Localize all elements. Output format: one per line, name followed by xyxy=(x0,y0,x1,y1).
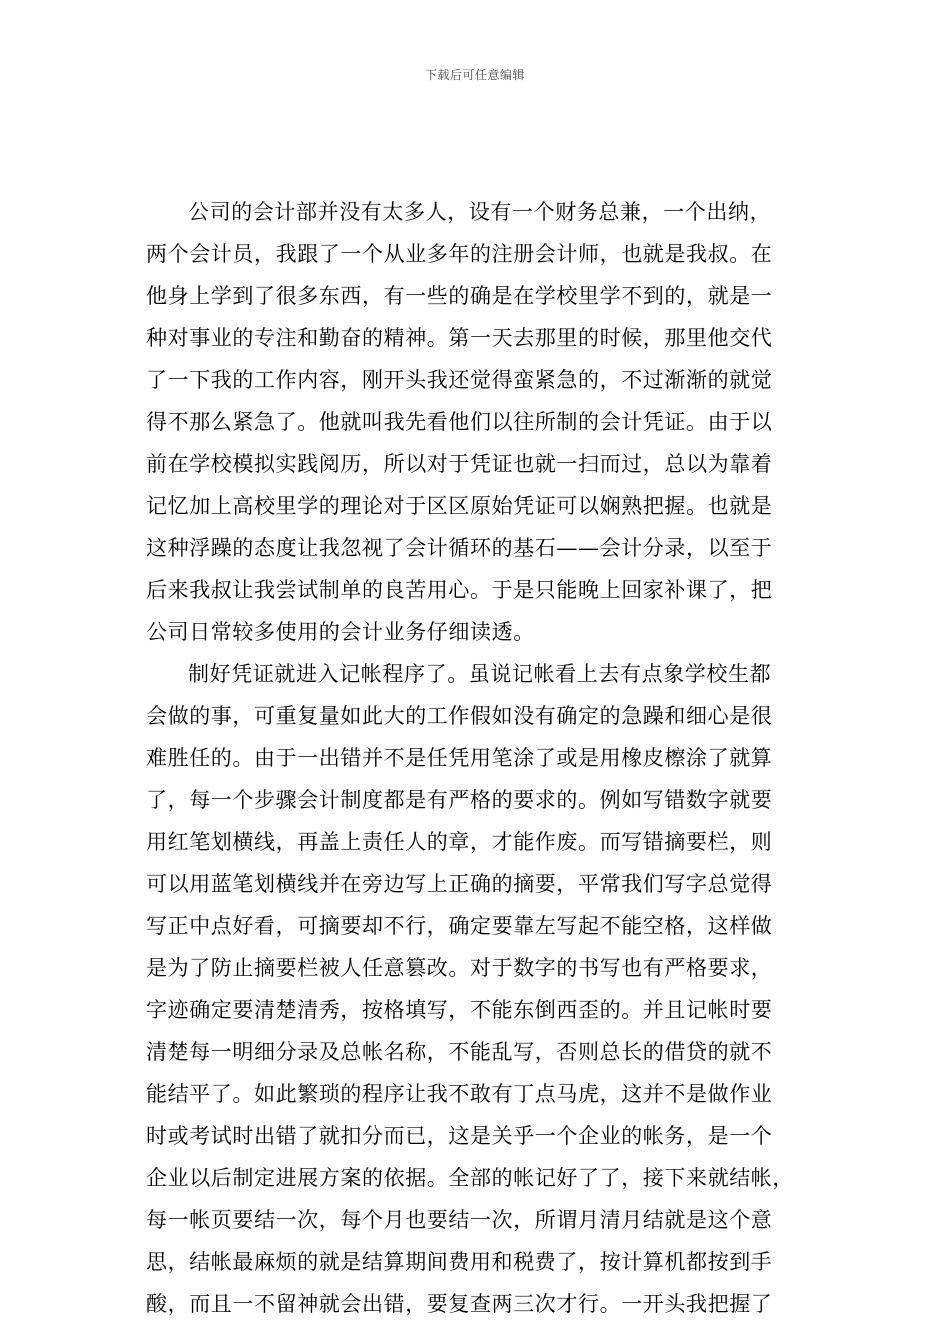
paragraph-line: 可以用蓝笔划横线并在旁边写上正确的摘要，平常我们写字总觉得 xyxy=(146,872,773,896)
paragraph-line: 两个会计员，我跟了一个从业多年的注册会计师，也就是我叔。在 xyxy=(146,242,773,266)
paragraph-line: 难胜任的。由于一出错并不是任凭用笔涂了或是用橡皮檫涂了就算 xyxy=(146,746,773,770)
header-note: 下载后可任意编辑 xyxy=(424,68,525,82)
paragraph-line: 时或考试时出错了就扣分而已，这是关乎一个企业的帐务，是一个 xyxy=(146,1124,773,1148)
paragraph-line: 公司的会计部并没有太多人，设有一个财务总兼，一个出纳， xyxy=(188,200,772,224)
paragraph-line: 会做的事，可重复量如此大的工作假如没有确定的急躁和细心是很 xyxy=(146,704,773,728)
paragraph-line: 写正中点好看，可摘要却不行，确定要靠左写起不能空格，这样做 xyxy=(146,914,773,938)
paragraph-line: 公司日常较多使用的会计业务仔细读透。 xyxy=(146,620,535,644)
paragraph-line: 用红笔划横线，再盖上责任人的章，才能作废。而写错摘要栏，则 xyxy=(146,830,773,854)
paragraph-line: 前在学校模拟实践阅历，所以对于凭证也就一扫而过，总以为靠着 xyxy=(146,452,773,476)
paragraph-line: 是为了防止摘要栏被人任意篡改。对于数字的书写也有严格要求， xyxy=(146,956,773,980)
paragraph-line: 了，每一个步骤会计制度都是有严格的要求的。例如写错数字就要 xyxy=(146,788,773,812)
paragraph-line: 后来我叔让我尝试制单的良苦用心。于是只能晚上回家补课了，把 xyxy=(146,578,773,602)
paragraph-line: 得不那么紧急了。他就叫我先看他们以往所制的会计凭证。由于以 xyxy=(146,410,773,434)
paragraph-line: 这种浮躁的态度让我忽视了会计循环的基石——会计分录，以至于 xyxy=(146,536,773,560)
paragraph-line: 制好凭证就进入记帐程序了。虽说记帐看上去有点象学校生都 xyxy=(188,662,772,686)
paragraph-line: 清楚每一明细分录及总帐名称，不能乱写，否则总长的借贷的就不 xyxy=(146,1040,773,1064)
paragraph-line: 思，结帐最麻烦的就是结算期间费用和税费了，按计算机都按到手 xyxy=(146,1250,773,1274)
paragraph-line: 每一帐页要结一次，每个月也要结一次，所谓月清月结就是这个意 xyxy=(146,1208,773,1232)
paragraph-line: 记忆加上高校里学的理论对于区区原始凭证可以娴熟把握。也就是 xyxy=(146,494,773,518)
paragraph-line: 了一下我的工作内容，刚开头我还觉得蛮紧急的，不过渐渐的就觉 xyxy=(146,368,773,392)
paragraph-line: 他身上学到了很多东西，有一些的确是在学校里学不到的，就是一 xyxy=(146,284,773,308)
paragraph-line: 能结平了。如此繁琐的程序让我不敢有丁点马虎，这并不是做作业 xyxy=(146,1082,773,1106)
paragraph-line: 种对事业的专注和勤奋的精神。第一天去那里的时候，那里他交代 xyxy=(146,326,773,350)
paragraph-line: 酸，而且一不留神就会出错，要复查两三次才行。一开头我把握了 xyxy=(146,1292,773,1316)
paragraph-line: 字迹确定要清楚清秀，按格填写，不能东倒西歪的。并且记帐时要 xyxy=(146,998,773,1022)
document-body xyxy=(146,191,826,1325)
paragraph-line: 企业以后制定进展方案的依据。全部的帐记好了了，接下来就结帐， xyxy=(146,1166,794,1190)
